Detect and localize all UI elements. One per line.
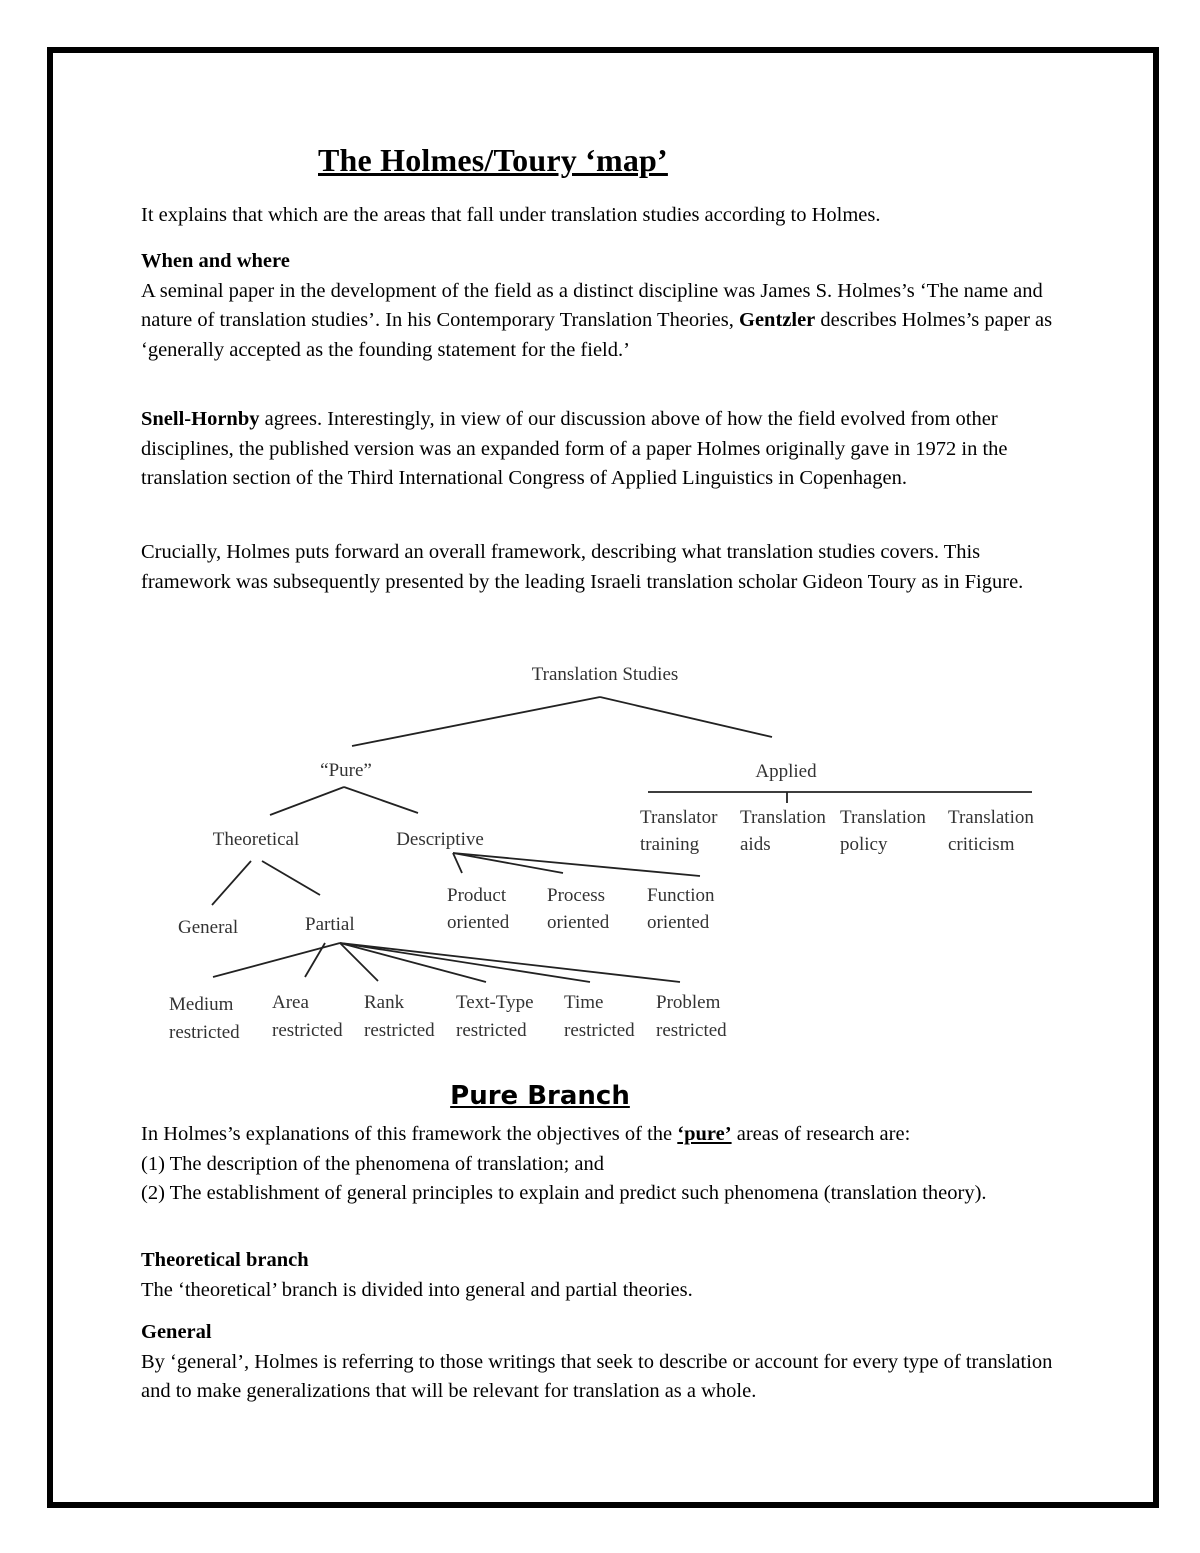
node-medium-restricted-1: Medium bbox=[169, 994, 234, 1015]
node-time-restricted-2: restricted bbox=[564, 1020, 635, 1041]
theoretical-branch-section bbox=[141, 1246, 1071, 1305]
node-problem-restricted-1: Problem bbox=[656, 992, 721, 1013]
node-translation-aids-2: aids bbox=[740, 834, 771, 855]
intro-text: It explains that which are the areas that fall under translation studies according to Holmes. bbox=[141, 204, 881, 226]
edge-root-pure bbox=[352, 697, 600, 746]
node-translator-training-2: training bbox=[640, 834, 700, 855]
when-where-text: A seminal paper in the development of the field as a distinct discipline was James S. Holmes’s ‘The name and nature of translation studies’. In his Contemporary Translation Theories, Gentzler describes Holmes’s paper as ‘generally accepted as the founding statement for the field.’ bbox=[141, 279, 1053, 361]
node-applied: Applied bbox=[755, 761, 817, 782]
node-function-oriented-2: oriented bbox=[647, 912, 710, 933]
edge-theoretical-partial bbox=[262, 861, 320, 895]
node-texttype-restricted-1: Text-Type bbox=[456, 992, 534, 1013]
node-product-oriented-1: Product bbox=[447, 885, 507, 906]
node-function-oriented-1: Function bbox=[647, 885, 715, 906]
node-product-oriented-2: oriented bbox=[447, 912, 510, 933]
pure-branch-lead: In Holmes’s explanations of this framework the objectives of the ‘pure’ areas of research are: bbox=[141, 1123, 911, 1145]
gentzler-name: Gentzler bbox=[739, 309, 816, 331]
snell-hornby-name: Snell-Hornby bbox=[141, 408, 260, 430]
node-translation-criticism-2: criticism bbox=[948, 834, 1015, 855]
theoretical-branch-heading: Theoretical branch bbox=[141, 1249, 309, 1271]
node-translation-criticism-1: Translation bbox=[948, 807, 1034, 828]
when-where-heading: When and where bbox=[141, 250, 290, 272]
node-problem-restricted-2: restricted bbox=[656, 1020, 727, 1041]
general-heading: General bbox=[141, 1321, 212, 1343]
edge-descriptive-process bbox=[453, 853, 563, 873]
pure-word: ‘pure’ bbox=[677, 1123, 732, 1145]
pure-branch-section bbox=[141, 1120, 1071, 1209]
theoretical-branch-text: The ‘theoretical’ branch is divided into general and partial theories. bbox=[141, 1278, 693, 1301]
general-section bbox=[141, 1318, 1071, 1407]
node-pure: “Pure” bbox=[320, 760, 372, 781]
node-translation-policy-2: policy bbox=[840, 834, 888, 855]
node-translation-policy-1: Translation bbox=[840, 807, 926, 828]
node-rank-restricted-1: Rank bbox=[364, 992, 405, 1013]
node-general: General bbox=[178, 917, 239, 938]
edge-pure-theoretical bbox=[270, 787, 344, 815]
edge-root-applied bbox=[600, 697, 772, 737]
edge-descriptive-function bbox=[453, 853, 700, 876]
edge-descriptive-product bbox=[453, 853, 462, 873]
edge-partial-problem bbox=[340, 943, 680, 982]
crucially-paragraph: Crucially, Holmes puts forward an overall framework, describing what translation studies covers. This framework was subsequently presented by the leading Israeli translation scholar Gideon Toury as in Figure. bbox=[141, 541, 1024, 593]
edge-partial-medium bbox=[213, 943, 340, 977]
general-text: By ‘general’, Holmes is referring to those writings that seek to describe or account for every type of translation and to make generalizations that will be relevant for translation as a whole. bbox=[141, 1350, 1053, 1402]
node-area-restricted-2: restricted bbox=[272, 1020, 343, 1041]
pure-branch-heading: Pure Branch bbox=[450, 1081, 630, 1111]
node-translator-training-1: Translator bbox=[640, 807, 718, 828]
node-theoretical: Theoretical bbox=[212, 829, 300, 850]
node-texttype-restricted-2: restricted bbox=[456, 1020, 527, 1041]
node-area-restricted-1: Area bbox=[272, 992, 309, 1013]
node-rank-restricted-2: restricted bbox=[364, 1020, 435, 1041]
edge-theoretical-general bbox=[212, 861, 251, 905]
node-translation-aids-1: Translation bbox=[740, 807, 826, 828]
page-title: The Holmes/Toury ‘map’ bbox=[318, 142, 668, 178]
node-time-restricted-1: Time bbox=[564, 992, 604, 1013]
edge-pure-descriptive bbox=[344, 787, 418, 813]
edge-partial-area bbox=[305, 943, 325, 977]
node-translation-studies: Translation Studies bbox=[531, 664, 679, 685]
node-partial: Partial bbox=[305, 914, 355, 935]
snell-hornby-paragraph: Snell-Hornby agrees. Interestingly, in view of our discussion above of how the field evolved from other disciplines, the published version was an expanded form of a paper Holmes originally gave in 1972 in the translation section of the Third International Congress of Applied Linguistics in Copenhagen. bbox=[141, 408, 1008, 489]
pure-branch-item-1: (1) The description of the phenomena of translation; and bbox=[141, 1152, 605, 1175]
node-medium-restricted-2: restricted bbox=[169, 1022, 240, 1043]
pure-branch-item-2: (2) The establishment of general principles to explain and predict such phenomena (translation theory). bbox=[141, 1182, 987, 1204]
node-process-oriented-2: oriented bbox=[547, 912, 610, 933]
node-process-oriented-1: Process bbox=[547, 885, 606, 906]
node-descriptive: Descriptive bbox=[396, 829, 484, 850]
